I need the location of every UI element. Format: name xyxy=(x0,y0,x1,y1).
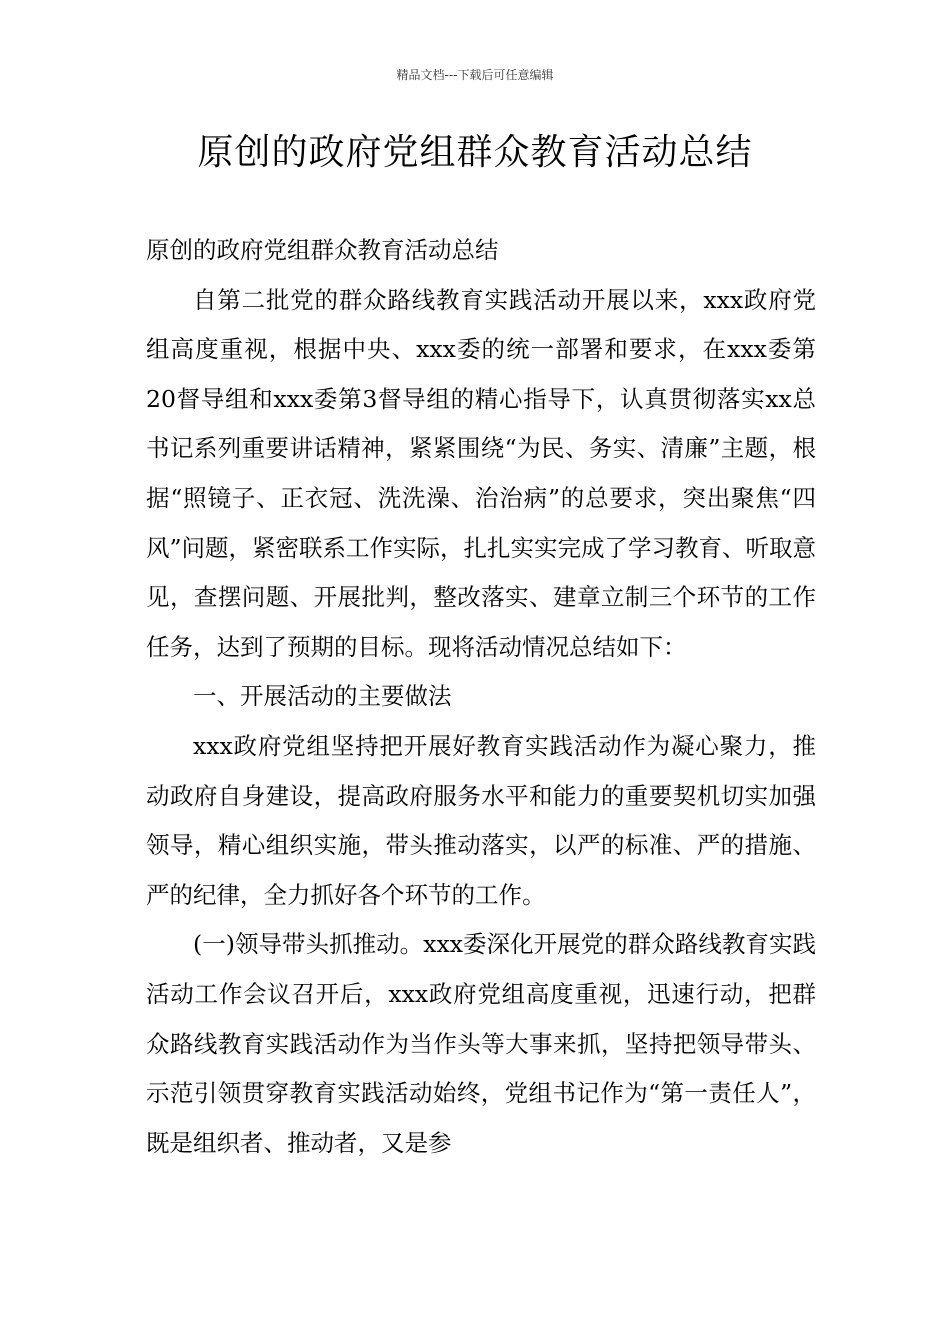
paragraph: xxx政府党组坚持把开展好教育实践活动作为凝心聚力，推动政府自身建设，提高政府服务水平和能力的重要契机切实加强领导，精心组织实施，带头推动落实，以严的标准、严的措施、严的纪律，全力抓好各个环节的工作。 xyxy=(146,731,816,909)
document-title: 原创的政府党组群众教育活动总结 xyxy=(197,132,753,173)
section-heading: 一、开展活动的主要做法 xyxy=(193,682,452,711)
paragraph: (一)领导带头抓推动。xxx委深化开展党的群众路线教育实践活动工作会议召开后，xxx政府党组高度重视，迅速行动，把群众路线教育实践活动作为当作头等大事来抓，坚持把领导带头、示范引领贯穿教育实践活动始终，党组书记作为“第一责任人”，既是组织者、推动者，又是参 xyxy=(146,930,816,1157)
document-body xyxy=(146,226,816,1168)
header-note: 精品文档---下载后可任意编辑 xyxy=(396,68,554,82)
paragraph-intro: 自第二批党的群众路线教育实践活动开展以来，xxx政府党组高度重视，根据中央、xxx委的统一部署和要求，在xxx委第20督导组和xxx委第3督导组的精心指导下，认真贯彻落实xx总书记系列重要讲话精神，紧紧围绕“为民、务实、清廉”主题，根据“照镜子、正衣冠、洗洗澡、治治病”的总要求，突出聚焦“四风”问题，紧密联系工作实际，扎扎实实完成了学习教育、听取意见，查摆问题、开展批判，整改落实、建章立制三个环节的工作任务，达到了预期的目标。现将活动情况总结如下： xyxy=(146,285,817,661)
paragraph-subtitle: 原创的政府党组群众教育活动总结 xyxy=(146,236,499,264)
